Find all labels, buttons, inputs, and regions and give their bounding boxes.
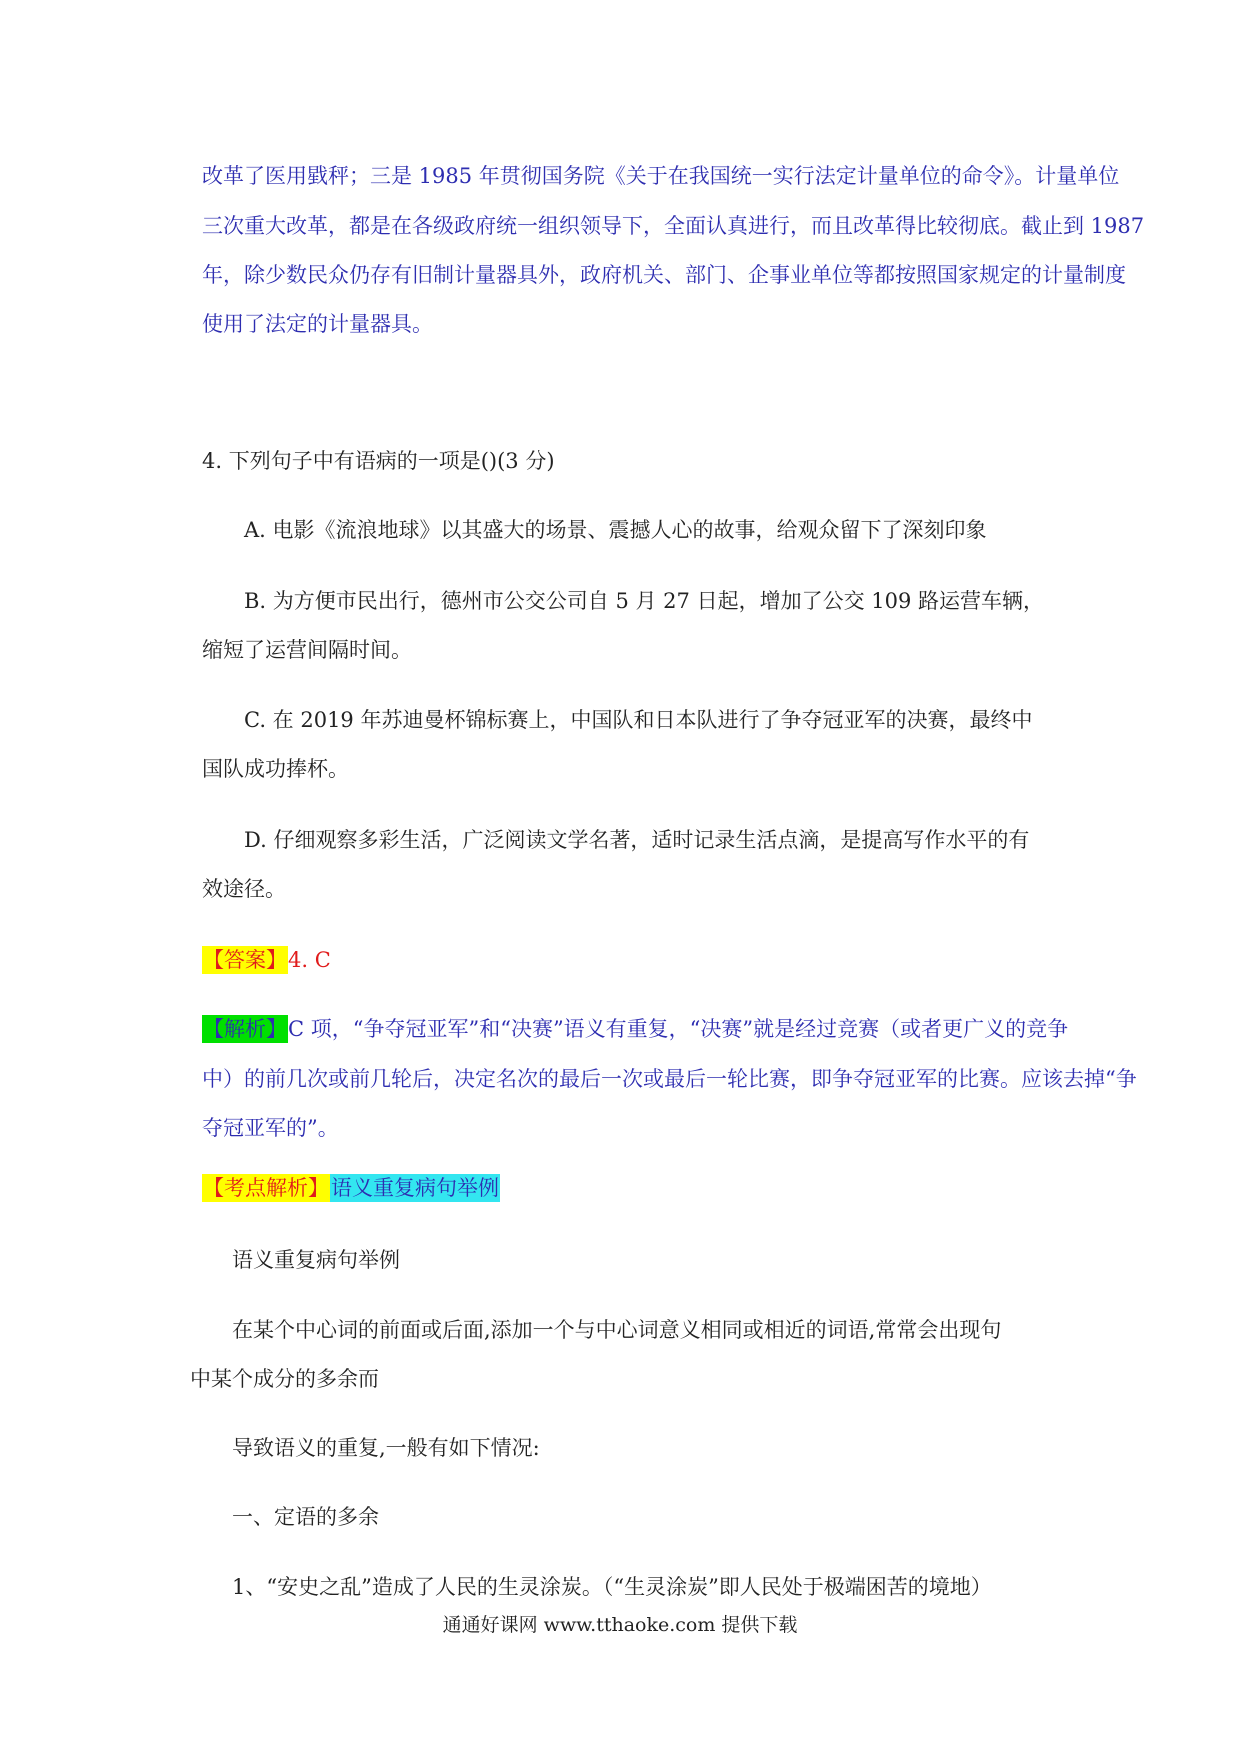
analysis-line-3: 夺冠亚军的”。 — [202, 1116, 339, 1140]
answer-tag: 【答案】 — [203, 948, 287, 972]
intro-line-1: 改革了医用戥秤；三是 1985 年贯彻国务院《关于在我国统一实行法定计量单位的命令》。计量单位 — [202, 164, 1120, 188]
section-heading-1: 一、定语的多余 — [232, 1505, 379, 1529]
option-c-line-1: C. 在 2019 年苏迪曼杯锦标赛上，中国队和日本队进行了争夺冠亚军的决赛，最终中 — [244, 708, 1033, 732]
analysis-line-2: 中）的前几次或前几轮后，决定名次的最后一次或最后一轮比赛，即争夺冠亚军的比赛。应该去掉“争 — [202, 1067, 1137, 1091]
keypoint-heading: 语义重复病句举例 — [232, 1248, 400, 1272]
answer-row — [202, 946, 331, 974]
option-d-line-2: 效途径。 — [202, 877, 286, 901]
keypoint-topic: 语义重复病句举例 — [331, 1176, 499, 1200]
option-c-line-2: 国队成功捧杯。 — [202, 757, 349, 781]
analysis-text-1: C 项，“争夺冠亚军”和“决赛”语义有重复，“决赛”就是经过竞赛（或者更广义的竞争 — [288, 1017, 1069, 1041]
keypoint-para1-line-2: 中某个成分的多余而 — [190, 1367, 379, 1391]
intro-line-3: 年，除少数民众仍存有旧制计量器具外，政府机关、部门、企事业单位等都按照国家规定的计量制度 — [202, 263, 1126, 287]
intro-line-4: 使用了法定的计量器具。 — [202, 312, 433, 336]
option-d-line-1: D. 仔细观察多彩生活，广泛阅读文学名著，适时记录生活点滴，是提高写作水平的有 — [244, 828, 1030, 852]
option-b-line-2: 缩短了运营间隔时间。 — [202, 638, 412, 662]
intro-line-2: 三次重大改革，都是在各级政府统一组织领导下，全面认真进行，而且改革得比较彻底。截止到 1987 — [202, 214, 1145, 238]
option-b-line-1: B. 为方便市民出行，德州市公交公司自 5 月 27 日起，增加了公交 109 路运营车辆， — [244, 589, 1044, 613]
question-stem: 4. 下列句子中有语病的一项是()(3 分) — [202, 449, 555, 473]
option-a: A. 电影《流浪地球》以其盛大的场景、震撼人心的故事，给观众留下了深刻印象 — [244, 518, 987, 542]
keypoint-tag: 【考点解析】 — [203, 1176, 329, 1200]
page-footer: 通通好课网 www.tthaoke.com 提供下载 — [442, 1614, 798, 1636]
answer-value: 4. C — [288, 948, 331, 972]
keypoint-para2: 导致语义的重复,一般有如下情况: — [232, 1436, 540, 1460]
analysis-line-1 — [202, 1015, 1068, 1043]
analysis-tag: 【解析】 — [203, 1017, 287, 1041]
example-1: 1、“安史之乱”造成了人民的生灵涂炭。（“生灵涂炭”即人民处于极端困苦的境地） — [232, 1575, 992, 1599]
keypoint-para1-line-1: 在某个中心词的前面或后面,添加一个与中心词意义相同或相近的词语,常常会出现句 — [232, 1318, 1002, 1342]
keypoint-row — [202, 1174, 500, 1202]
